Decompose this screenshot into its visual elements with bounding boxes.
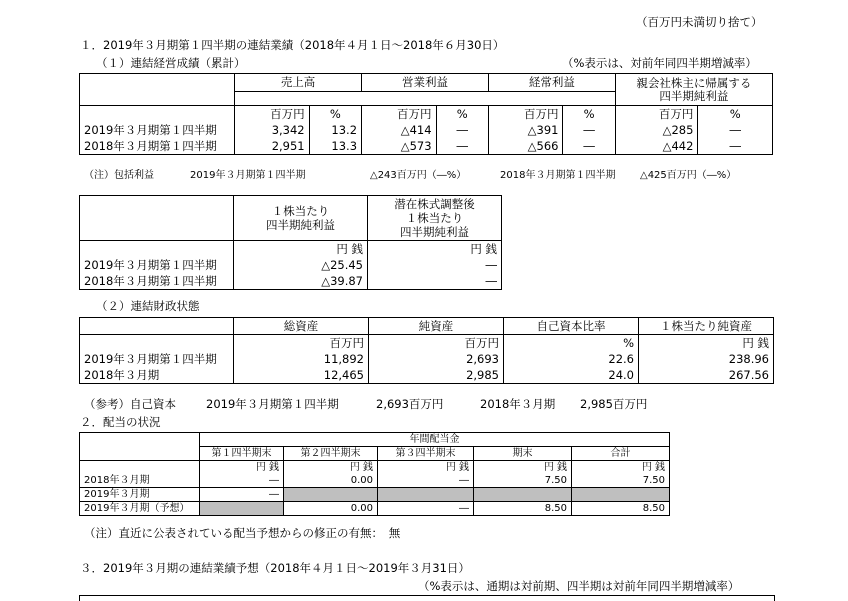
data-cell: ― [200, 488, 284, 502]
data-cell: ― [368, 257, 502, 273]
data-cell: ― [563, 138, 615, 155]
row-label: 2019年３月期第１四半期 [80, 351, 234, 367]
data-cell: 2,985 [369, 367, 504, 384]
equity-ref-label: （参考）自己資本 [84, 397, 176, 411]
data-cell: 7.50 [572, 474, 670, 488]
data-cell: 12,465 [234, 367, 369, 384]
data-cell: 3,342 [235, 122, 310, 138]
shaded-cell [200, 502, 284, 516]
unit-cell: 円 銭 [572, 461, 670, 475]
comprehensive-income-label: （注）包括利益 [84, 170, 154, 181]
header-total: 合計 [572, 447, 670, 461]
data-cell: 2,693 [369, 351, 504, 367]
dividend-revision-note: （注）直近に公表されている配当予想からの修正の有無： 無 [84, 526, 401, 540]
unit-cell: 円 銭 [200, 461, 284, 475]
header-diluted-eps-line1: 潜在株式調整後 [394, 197, 475, 211]
financial-position-table [79, 317, 774, 384]
operating-results-subtitle: （１）連結経営成績（累計） [96, 56, 246, 70]
data-cell: 267.56 [639, 367, 774, 384]
data-cell: ― [698, 122, 773, 138]
header-total-assets: 総資産 [234, 318, 369, 335]
unit-row [80, 106, 773, 123]
header-diluted-eps-line3: 四半期純利益 [400, 225, 469, 239]
table-row [80, 474, 670, 488]
unit-row [80, 241, 502, 258]
equity-ref-period1: 2019年３月期第１四半期 [206, 397, 339, 411]
unit-cell: 百万円 [488, 106, 563, 123]
unit-cell: 百万円 [362, 106, 437, 123]
row-label: 2019年３月期第１四半期 [80, 122, 235, 138]
unit-cell: % [436, 106, 488, 123]
data-cell: 2,951 [235, 138, 310, 155]
unit-row-blank [80, 461, 200, 475]
unit-row [80, 335, 774, 352]
row-label: 2019年３月期 [80, 488, 200, 502]
row-label: 2019年３月期（予想） [80, 502, 200, 516]
unit-cell: % [309, 106, 361, 123]
header-blank [80, 196, 234, 241]
header-q2: 第２四半期末 [284, 447, 378, 461]
section3-title: ３．2019年３月期の連結業績予想（2018年４月１日～2019年３月31日） [80, 561, 470, 575]
header-net-assets: 純資産 [369, 318, 504, 335]
data-cell: △25.45 [234, 257, 368, 273]
section2-title: ２．配当の状況 [80, 415, 161, 429]
data-cell: 13.3 [309, 138, 361, 155]
unit-cell: 円 銭 [368, 241, 502, 258]
unit-cell: 円 銭 [284, 461, 378, 475]
header-blank [80, 318, 234, 335]
row-label: 2018年３月期 [80, 474, 200, 488]
header-annual-dividend: 年間配当金 [200, 433, 670, 447]
data-cell: 22.6 [504, 351, 639, 367]
unit-row-blank [80, 335, 234, 352]
header-eps-line1: １株当たり [271, 204, 330, 218]
header-blank [80, 447, 200, 461]
data-cell: 7.50 [474, 474, 572, 488]
header-ordinary-income: 経常利益 [488, 74, 615, 92]
unit-cell: 円 銭 [474, 461, 572, 475]
unit-cell: 百万円 [234, 335, 369, 352]
section3-note: （%表示は、通期は対前期、四半期は対前年同四半期増減率） [418, 579, 740, 593]
group-header-row [80, 433, 670, 447]
unit-cell: % [563, 106, 615, 123]
data-cell: ― [378, 502, 474, 516]
header-blank [80, 74, 235, 106]
data-cell: ― [368, 273, 502, 290]
equity-ref-value1: 2,693百万円 [376, 397, 444, 411]
data-cell: ― [698, 138, 773, 155]
shaded-cell [474, 488, 572, 502]
unit-cell: 百万円 [369, 335, 504, 352]
header-net-income [615, 74, 772, 106]
comprehensive-income-value1: △243百万円（―%） [370, 170, 467, 181]
comprehensive-income-value2: △425百万円（―%） [640, 170, 737, 181]
header-operating-income: 営業利益 [362, 74, 489, 92]
unit-cell: % [698, 106, 773, 123]
operating-results-table [79, 73, 773, 155]
table-row [80, 273, 502, 290]
data-cell: ― [436, 138, 488, 155]
unit-cell: 円 銭 [378, 461, 474, 475]
header-net-income-line2: 四半期純利益 [659, 88, 729, 103]
header-q3: 第３四半期末 [378, 447, 474, 461]
data-cell: 8.50 [474, 502, 572, 516]
data-cell: ― [563, 122, 615, 138]
header-diluted-eps [368, 196, 502, 241]
data-cell: △414 [362, 122, 437, 138]
shaded-cell [572, 488, 670, 502]
unit-row [80, 461, 670, 475]
unit-cell: 円 銭 [639, 335, 774, 352]
financial-position-subtitle: （２）連結財政状態 [96, 299, 200, 313]
row-label: 2018年３月期 [80, 367, 234, 384]
header-eps-line2: 四半期純利益 [266, 218, 335, 232]
unit-cell: 百万円 [615, 106, 698, 123]
shaded-cell [378, 488, 474, 502]
header-row [80, 196, 502, 241]
data-cell: 0.00 [284, 502, 378, 516]
data-cell: △573 [362, 138, 437, 155]
header-eps [234, 196, 368, 241]
table-row [80, 367, 774, 384]
data-cell: ― [378, 474, 474, 488]
row-label: 2018年３月期第１四半期 [80, 138, 235, 155]
unit-row-blank [80, 106, 235, 123]
data-cell: 8.50 [572, 502, 670, 516]
shaded-cell [284, 488, 378, 502]
table-row [80, 351, 774, 367]
table-row [80, 257, 502, 273]
table-row [80, 138, 773, 155]
row-label: 2019年３月期第１四半期 [80, 257, 234, 273]
comprehensive-income-period2: 2018年３月期第１四半期 [500, 170, 616, 181]
header-q1: 第１四半期末 [200, 447, 284, 461]
unit-row-blank [80, 241, 234, 258]
data-cell: 11,892 [234, 351, 369, 367]
header-year-end: 期末 [474, 447, 572, 461]
operating-results-note: （%表示は、対前年同四半期増減率） [562, 56, 757, 70]
section1-title: １．2019年３月期第１四半期の連結業績（2018年４月１日～2018年６月30日） [80, 38, 505, 52]
data-cell: △39.87 [234, 273, 368, 290]
header-diluted-eps-line2: １株当たり [405, 211, 464, 225]
row-label: 2018年３月期第１四半期 [80, 273, 234, 290]
table-row [80, 502, 670, 516]
data-cell: △285 [615, 122, 698, 138]
header-sales: 売上高 [235, 74, 362, 92]
data-cell: 13.2 [309, 122, 361, 138]
unit-cell: 円 銭 [234, 241, 368, 258]
header-row [80, 74, 773, 92]
header-row [80, 318, 774, 335]
unit-cell: 百万円 [235, 106, 310, 123]
data-cell: 238.96 [639, 351, 774, 367]
equity-ref-period2: 2018年３月期 [480, 397, 556, 411]
table-row [80, 488, 670, 502]
header-bps: １株当たり純資産 [639, 318, 774, 335]
header-equity-ratio: 自己資本比率 [504, 318, 639, 335]
header-row [80, 447, 670, 461]
dividend-table [79, 432, 670, 516]
forecast-table-top-edge [79, 595, 775, 601]
data-cell: △442 [615, 138, 698, 155]
data-cell: △391 [488, 122, 563, 138]
eps-table [79, 195, 502, 290]
data-cell: 0.00 [284, 474, 378, 488]
data-cell: △566 [488, 138, 563, 155]
header-blank [80, 433, 200, 447]
comprehensive-income-period1: 2019年３月期第１四半期 [190, 170, 306, 181]
data-cell: 24.0 [504, 367, 639, 384]
header-spacer [235, 91, 616, 105]
data-cell: ― [200, 474, 284, 488]
table-row [80, 122, 773, 138]
unit-cell: % [504, 335, 639, 352]
unit-note: （百万円未満切り捨て） [636, 15, 763, 29]
header-net-income-line1: 親会社株主に帰属する [636, 75, 752, 90]
data-cell: ― [436, 122, 488, 138]
equity-ref-value2: 2,985百万円 [580, 397, 648, 411]
